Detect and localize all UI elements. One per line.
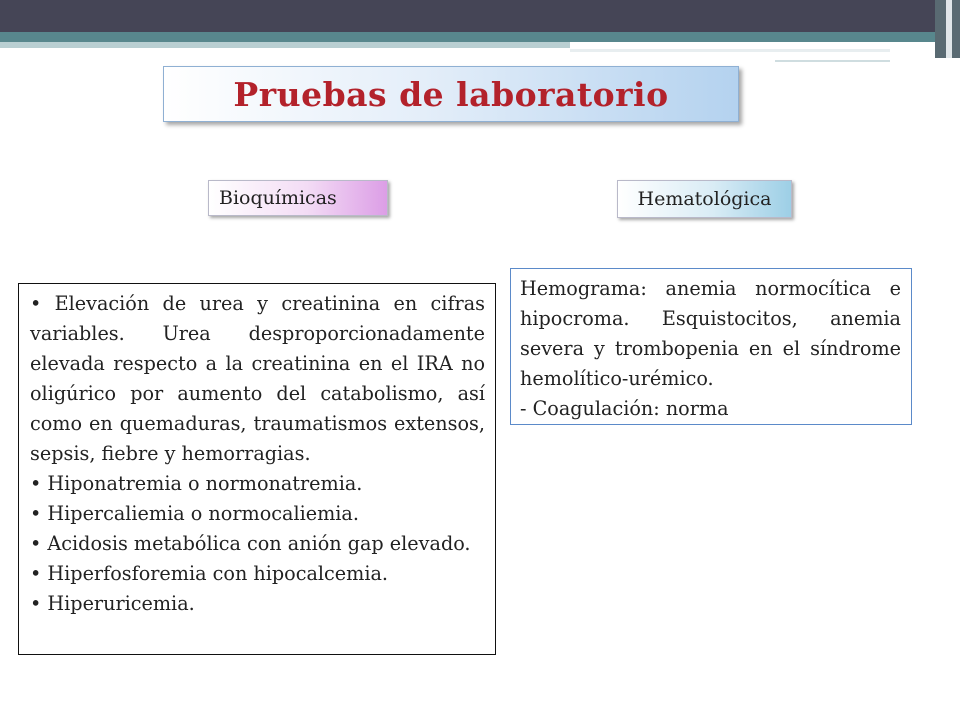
page-title: Pruebas de laboratorio	[233, 74, 669, 114]
list-item: • Hiperuricemia.	[30, 592, 195, 615]
list-item: • Elevación de urea y creatinina en cifras variables. Urea desproporcionadamente elevada respecto a la creatinina en el IRA no oligúrico por aumento del catabolismo, así como en quemaduras, traumatismos extensos, sepsis, fiebre y hemorragias.	[30, 292, 485, 465]
list-item: • Hiperfosforemia con hipocalcemia.	[30, 562, 389, 585]
hematological-findings-box	[510, 268, 912, 425]
teal-stripe	[0, 32, 960, 42]
list-item: • Hiponatremia o normonatremia.	[30, 472, 363, 495]
corner-decoration-highlight	[946, 0, 952, 58]
light-teal-stripe	[0, 42, 570, 48]
category-label-text: Hematológica	[637, 188, 772, 210]
list-item: • Acidosis metabólica con anión gap elevado.	[30, 532, 471, 555]
decorative-line	[775, 60, 890, 62]
title-banner	[163, 66, 739, 122]
list-item: • Hipercaliemia o normocaliemia.	[30, 502, 359, 525]
top-banner	[0, 0, 960, 32]
biochemical-findings-box	[18, 283, 496, 655]
category-label-hematological	[617, 180, 792, 218]
list-item: Hemograma: anemia normocítica e hipocroma. Esquistocitos, anemia severa y trombopenia en el síndrome hemolítico-urémico.	[520, 277, 901, 390]
category-label-biochemical	[208, 180, 388, 216]
decorative-line	[570, 49, 890, 52]
list-item: - Coagulación: norma	[520, 397, 729, 420]
category-label-text: Bioquímicas	[219, 187, 337, 209]
